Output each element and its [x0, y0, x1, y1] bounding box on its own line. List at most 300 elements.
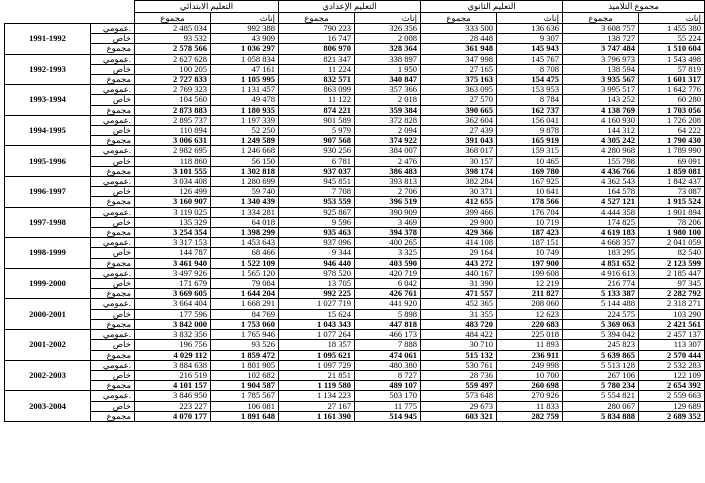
- table-row: [5, 401, 705, 411]
- row-label-public: عمومي.: [91, 115, 135, 125]
- table-cell: 10 465: [497, 156, 563, 166]
- table-cell: 338 897: [355, 54, 421, 64]
- table-cell: 362 604: [421, 115, 497, 125]
- table-cell: 29 673: [421, 401, 497, 411]
- table-cell: 57 819: [639, 64, 705, 74]
- table-cell: 3 747 484: [563, 44, 639, 54]
- table-cell: 4 160 930: [563, 115, 639, 125]
- table-cell: 21 851: [279, 370, 355, 380]
- table-cell: 3 160 907: [135, 197, 211, 207]
- table-cell: 5 780 234: [563, 381, 639, 391]
- table-row: [5, 105, 705, 115]
- subheader-total: مجموع: [563, 13, 639, 24]
- table-cell: 4 527 121: [563, 197, 639, 207]
- table-cell: 10 700: [497, 370, 563, 380]
- table-cell: 5 144 488: [563, 299, 639, 309]
- table-cell: 11 775: [355, 401, 421, 411]
- table-cell: 340 847: [355, 75, 421, 85]
- table-cell: 440 167: [421, 268, 497, 278]
- table-cell: 1 455 380: [639, 24, 705, 34]
- table-cell: 5 394 042: [563, 330, 639, 340]
- table-cell: 5 834 888: [563, 411, 639, 421]
- row-label-private: خاص: [91, 217, 135, 227]
- table-cell: 394 378: [355, 228, 421, 238]
- table-cell: 361 948: [421, 44, 497, 54]
- table-cell: 1 785 567: [211, 391, 279, 401]
- table-cell: 384 007: [355, 146, 421, 156]
- table-cell: 145 767: [497, 54, 563, 64]
- table-cell: 144 787: [135, 248, 211, 258]
- table-cell: 420 719: [355, 268, 421, 278]
- table-cell: 29 900: [421, 217, 497, 227]
- table-cell: 5 554 821: [563, 391, 639, 401]
- table-cell: 483 720: [421, 319, 497, 329]
- table-cell: 169 780: [497, 166, 563, 176]
- table-cell: 328 364: [355, 44, 421, 54]
- table-cell: 245 823: [563, 340, 639, 350]
- table-cell: 49 478: [211, 95, 279, 105]
- table-cell: 5 639 865: [563, 350, 639, 360]
- table-cell: 399 466: [421, 207, 497, 217]
- table-cell: 1 334 281: [211, 207, 279, 217]
- table-cell: 4 668 357: [563, 238, 639, 248]
- row-label-total: مجموع: [91, 228, 135, 238]
- table-cell: 391 043: [421, 136, 497, 146]
- table-cell: 333 500: [421, 24, 497, 34]
- year-label: 2003-2004: [5, 391, 91, 422]
- table-cell: 52 250: [211, 126, 279, 136]
- table-row: [5, 228, 705, 238]
- table-cell: 28 448: [421, 34, 497, 44]
- year-label: 1992-1993: [5, 54, 91, 85]
- row-label-total: مجموع: [91, 411, 135, 421]
- table-cell: 73 087: [639, 187, 705, 197]
- table-cell: 145 943: [497, 44, 563, 54]
- table-cell: 43 909: [211, 34, 279, 44]
- table-cell: 93 526: [211, 340, 279, 350]
- table-cell: 930 256: [279, 146, 355, 156]
- table-cell: 267 106: [563, 370, 639, 380]
- table-cell: 503 170: [355, 391, 421, 401]
- row-label-private: خاص: [91, 126, 135, 136]
- table-cell: 489 107: [355, 381, 421, 391]
- table-cell: 1 510 604: [639, 44, 705, 54]
- row-label-public: عمومي.: [91, 54, 135, 64]
- table-cell: 396 519: [355, 197, 421, 207]
- header-total-students: مجموع التلاميذ: [563, 1, 705, 13]
- table-cell: 178 566: [497, 197, 563, 207]
- table-cell: 1 119 580: [279, 381, 355, 391]
- table-cell: 1 543 498: [639, 54, 705, 64]
- table-cell: 363 095: [421, 85, 497, 95]
- table-cell: 992 388: [211, 24, 279, 34]
- table-row: [5, 44, 705, 54]
- table-cell: 10 749: [497, 248, 563, 258]
- table-cell: 59 740: [211, 187, 279, 197]
- table-cell: 403 590: [355, 258, 421, 268]
- table-row: [5, 64, 705, 74]
- table-row: [5, 238, 705, 248]
- table-cell: 82 540: [639, 248, 705, 258]
- table-cell: 216 774: [563, 279, 639, 289]
- table-cell: 1 340 439: [211, 197, 279, 207]
- table-cell: 153 953: [497, 85, 563, 95]
- table-row: [5, 319, 705, 329]
- table-row: [5, 391, 705, 401]
- table-cell: 10 641: [497, 187, 563, 197]
- row-label-private: خاص: [91, 156, 135, 166]
- table-cell: 471 557: [421, 289, 497, 299]
- table-cell: 7 888: [355, 340, 421, 350]
- table-cell: 474 061: [355, 350, 421, 360]
- table-row: [5, 360, 705, 370]
- table-cell: 3 669 605: [135, 289, 211, 299]
- table-cell: 2 421 561: [639, 319, 705, 329]
- table-cell: 2 578 566: [135, 44, 211, 54]
- table-cell: 1 134 223: [279, 391, 355, 401]
- table-cell: 3 254 354: [135, 228, 211, 238]
- table-cell: 11 224: [279, 64, 355, 74]
- table-cell: 270 926: [497, 391, 563, 401]
- table-cell: 559 497: [421, 381, 497, 391]
- table-cell: 12 623: [497, 309, 563, 319]
- table-cell: 64 018: [211, 217, 279, 227]
- row-label-public: عمومي.: [91, 177, 135, 187]
- table-cell: 30 371: [421, 187, 497, 197]
- year-label: 1996-1997: [5, 177, 91, 208]
- subheader-females: إناث: [497, 13, 563, 24]
- table-cell: 1 453 643: [211, 238, 279, 248]
- table-cell: 12 219: [497, 279, 563, 289]
- table-cell: 480 380: [355, 360, 421, 370]
- year-label: 1994-1995: [5, 115, 91, 146]
- table-cell: 1 753 060: [211, 319, 279, 329]
- table-cell: 1 915 524: [639, 197, 705, 207]
- table-cell: 30 157: [421, 156, 497, 166]
- table-cell: 225 018: [497, 330, 563, 340]
- table-cell: 390 665: [421, 105, 497, 115]
- table-cell: 412 655: [421, 197, 497, 207]
- table-cell: 443 272: [421, 258, 497, 268]
- table-cell: 1 161 390: [279, 411, 355, 421]
- table-cell: 224 575: [563, 309, 639, 319]
- table-cell: 122 109: [639, 370, 705, 380]
- table-cell: 1 097 729: [279, 360, 355, 370]
- table-cell: 1 644 204: [211, 289, 279, 299]
- table-cell: 937 096: [279, 238, 355, 248]
- table-cell: 3 006 631: [135, 136, 211, 146]
- table-cell: 953 559: [279, 197, 355, 207]
- table-cell: 3 469: [355, 217, 421, 227]
- table-cell: 359 384: [355, 105, 421, 115]
- table-cell: 18 357: [279, 340, 355, 350]
- table-cell: 9 307: [497, 34, 563, 44]
- table-cell: 8 784: [497, 95, 563, 105]
- table-cell: 177 596: [135, 309, 211, 319]
- table-cell: 1 027 719: [279, 299, 355, 309]
- year-label: 1995-1996: [5, 146, 91, 177]
- table-row: [5, 166, 705, 176]
- table-cell: 3 317 153: [135, 238, 211, 248]
- table-cell: 176 704: [497, 207, 563, 217]
- table-cell: 7 708: [279, 187, 355, 197]
- table-cell: 154 475: [497, 75, 563, 85]
- table-cell: 69 091: [639, 156, 705, 166]
- table-cell: 6 042: [355, 279, 421, 289]
- table-cell: 3 101 555: [135, 166, 211, 176]
- table-row: [5, 268, 705, 278]
- table-cell: 4 070 177: [135, 411, 211, 421]
- table-cell: 97 345: [639, 279, 705, 289]
- year-label: 2000-2001: [5, 299, 91, 330]
- table-cell: 821 347: [279, 54, 355, 64]
- table-cell: 28 736: [421, 370, 497, 380]
- table-row: [5, 54, 705, 64]
- table-cell: 9 344: [279, 248, 355, 258]
- table-cell: 806 970: [279, 44, 355, 54]
- table-cell: 1 131 457: [211, 85, 279, 95]
- row-label-public: عمومي.: [91, 391, 135, 401]
- table-row: [5, 126, 705, 136]
- table-cell: 135 329: [135, 217, 211, 227]
- subheader-total: مجموع: [279, 13, 355, 24]
- row-label-private: خاص: [91, 248, 135, 258]
- table-row: [5, 75, 705, 85]
- table-row: [5, 411, 705, 421]
- table-cell: 110 894: [135, 126, 211, 136]
- table-cell: 874 221: [279, 105, 355, 115]
- table-row: [5, 309, 705, 319]
- table-cell: 280 067: [563, 401, 639, 411]
- row-label-private: خاص: [91, 370, 135, 380]
- table-cell: 946 440: [279, 258, 355, 268]
- table-cell: 103 290: [639, 309, 705, 319]
- year-label: 1993-1994: [5, 85, 91, 116]
- table-row: [5, 177, 705, 187]
- table-row: [5, 85, 705, 95]
- table-cell: 118 860: [135, 156, 211, 166]
- table-cell: 3 935 567: [563, 75, 639, 85]
- table-cell: 2 476: [355, 156, 421, 166]
- table-cell: 2 008: [355, 34, 421, 44]
- table-cell: 2 282 792: [639, 289, 705, 299]
- table-cell: 2 706: [355, 187, 421, 197]
- table-cell: 216 519: [135, 370, 211, 380]
- table-cell: 3 796 973: [563, 54, 639, 64]
- table-cell: 84 769: [211, 309, 279, 319]
- table-cell: 6 781: [279, 156, 355, 166]
- table-cell: 4 305 242: [563, 136, 639, 146]
- row-label-private: خاص: [91, 187, 135, 197]
- table-cell: 220 683: [497, 319, 563, 329]
- table-cell: 208 060: [497, 299, 563, 309]
- table-cell: 2 123 599: [639, 258, 705, 268]
- table-cell: 2 982 695: [135, 146, 211, 156]
- table-cell: 156 041: [497, 115, 563, 125]
- table-cell: 2 689 352: [639, 411, 705, 421]
- table-cell: 1 859 472: [211, 350, 279, 360]
- table-cell: 3 497 926: [135, 268, 211, 278]
- table-cell: 16 747: [279, 34, 355, 44]
- table-cell: 992 225: [279, 289, 355, 299]
- year-label: 1999-2000: [5, 268, 91, 299]
- table-cell: 79 084: [211, 279, 279, 289]
- table-row: [5, 187, 705, 197]
- table-cell: 55 224: [639, 34, 705, 44]
- table-cell: 15 624: [279, 309, 355, 319]
- table-cell: 165 919: [497, 136, 563, 146]
- table-cell: 1 801 905: [211, 360, 279, 370]
- table-cell: 1 859 081: [639, 166, 705, 176]
- table-cell: 1 095 621: [279, 350, 355, 360]
- table-cell: 393 813: [355, 177, 421, 187]
- table-cell: 1 668 291: [211, 299, 279, 309]
- table-cell: 27 165: [421, 64, 497, 74]
- table-cell: 937 037: [279, 166, 355, 176]
- table-cell: 2 018: [355, 95, 421, 105]
- subheader-females: إناث: [639, 13, 705, 24]
- table-cell: 171 679: [135, 279, 211, 289]
- table-cell: 3 846 950: [135, 391, 211, 401]
- table-cell: 159 315: [497, 146, 563, 156]
- table-cell: 1 950: [355, 64, 421, 74]
- table-cell: 945 851: [279, 177, 355, 187]
- row-label-public: عمومي.: [91, 146, 135, 156]
- row-label-private: خاص: [91, 309, 135, 319]
- table-row: [5, 136, 705, 146]
- table-cell: 196 756: [135, 340, 211, 350]
- table-row: [5, 381, 705, 391]
- table-cell: 1 765 946: [211, 330, 279, 340]
- table-cell: 3 995 517: [563, 85, 639, 95]
- table-cell: 2 485 034: [135, 24, 211, 34]
- table-cell: 386 483: [355, 166, 421, 176]
- table-cell: 260 698: [497, 381, 563, 391]
- table-cell: 2 895 737: [135, 115, 211, 125]
- table-cell: 1 522 109: [211, 258, 279, 268]
- table-cell: 282 759: [497, 411, 563, 421]
- subheader-females: إناث: [211, 13, 279, 24]
- row-label-total: مجموع: [91, 75, 135, 85]
- table-row: [5, 207, 705, 217]
- enrollment-table: [4, 0, 705, 422]
- row-label-private: خاص: [91, 279, 135, 289]
- table-cell: 2 727 833: [135, 75, 211, 85]
- subheader-total: مجموع: [135, 13, 211, 24]
- table-cell: 199 608: [497, 268, 563, 278]
- table-cell: 426 761: [355, 289, 421, 299]
- row-label-total: مجموع: [91, 197, 135, 207]
- table-cell: 1 398 299: [211, 228, 279, 238]
- table-row: [5, 258, 705, 268]
- row-label-private: خاص: [91, 401, 135, 411]
- year-label: 1991-1992: [5, 24, 91, 55]
- header-preparatory: التعليم الإعدادي: [279, 1, 421, 13]
- table-cell: 4 851 652: [563, 258, 639, 268]
- table-cell: 863 099: [279, 85, 355, 95]
- table-cell: 3 664 404: [135, 299, 211, 309]
- year-label: 2002-2003: [5, 360, 91, 391]
- table-row: [5, 248, 705, 258]
- row-label-total: مجموع: [91, 105, 135, 115]
- table-row: [5, 330, 705, 340]
- table-cell: 2 627 628: [135, 54, 211, 64]
- row-label-public: عمومي.: [91, 330, 135, 340]
- table-cell: 56 150: [211, 156, 279, 166]
- table-cell: 5 898: [355, 309, 421, 319]
- table-cell: 31 390: [421, 279, 497, 289]
- table-cell: 4 101 157: [135, 381, 211, 391]
- table-cell: 4 138 769: [563, 105, 639, 115]
- table-cell: 183 295: [563, 248, 639, 258]
- table-cell: 357 366: [355, 85, 421, 95]
- table-cell: 11 893: [497, 340, 563, 350]
- table-cell: 211 827: [497, 289, 563, 299]
- row-label-public: عمومي.: [91, 268, 135, 278]
- table-cell: 155 798: [563, 156, 639, 166]
- table-cell: 13 705: [279, 279, 355, 289]
- table-cell: 1 043 343: [279, 319, 355, 329]
- table-cell: 1 891 648: [211, 411, 279, 421]
- table-cell: 372 828: [355, 115, 421, 125]
- table-cell: 2 873 883: [135, 105, 211, 115]
- table-cell: 167 925: [497, 177, 563, 187]
- table-cell: 2 570 444: [639, 350, 705, 360]
- table-row: [5, 217, 705, 227]
- table-cell: 8 708: [497, 64, 563, 74]
- year-label: 1998-1999: [5, 238, 91, 269]
- table-cell: 138 727: [563, 34, 639, 44]
- table-cell: 136 636: [497, 24, 563, 34]
- table-row: [5, 340, 705, 350]
- table-cell: 907 568: [279, 136, 355, 146]
- table-cell: 1 197 339: [211, 115, 279, 125]
- table-cell: 129 689: [639, 401, 705, 411]
- table-cell: 249 998: [497, 360, 563, 370]
- table-cell: 187 151: [497, 238, 563, 248]
- table-cell: 2 559 663: [639, 391, 705, 401]
- table-cell: 29 164: [421, 248, 497, 258]
- table-cell: 100 205: [135, 64, 211, 74]
- table-cell: 514 945: [355, 411, 421, 421]
- table-cell: 326 356: [355, 24, 421, 34]
- table-cell: 3 119 025: [135, 207, 211, 217]
- table-cell: 4 444 358: [563, 207, 639, 217]
- row-label-public: عمومي.: [91, 24, 135, 34]
- table-cell: 4 619 183: [563, 228, 639, 238]
- table-cell: 375 163: [421, 75, 497, 85]
- table-cell: 1 703 056: [639, 105, 705, 115]
- table-cell: 68 466: [211, 248, 279, 258]
- table-cell: 9 878: [497, 126, 563, 136]
- table-cell: 3 842 000: [135, 319, 211, 329]
- table-cell: 374 922: [355, 136, 421, 146]
- table-cell: 441 920: [355, 299, 421, 309]
- table-row: [5, 350, 705, 360]
- table-cell: 1 789 990: [639, 146, 705, 156]
- table-cell: 223 227: [135, 401, 211, 411]
- table-cell: 138 594: [563, 64, 639, 74]
- table-cell: 174 825: [563, 217, 639, 227]
- table-cell: 515 132: [421, 350, 497, 360]
- header-primary: التعليم الابتدائي: [135, 1, 279, 13]
- table-cell: 4 916 613: [563, 268, 639, 278]
- table-cell: 1 642 776: [639, 85, 705, 95]
- row-label-total: مجموع: [91, 381, 135, 391]
- table-row: [5, 115, 705, 125]
- row-label-total: مجموع: [91, 44, 135, 54]
- row-label-private: خاص: [91, 95, 135, 105]
